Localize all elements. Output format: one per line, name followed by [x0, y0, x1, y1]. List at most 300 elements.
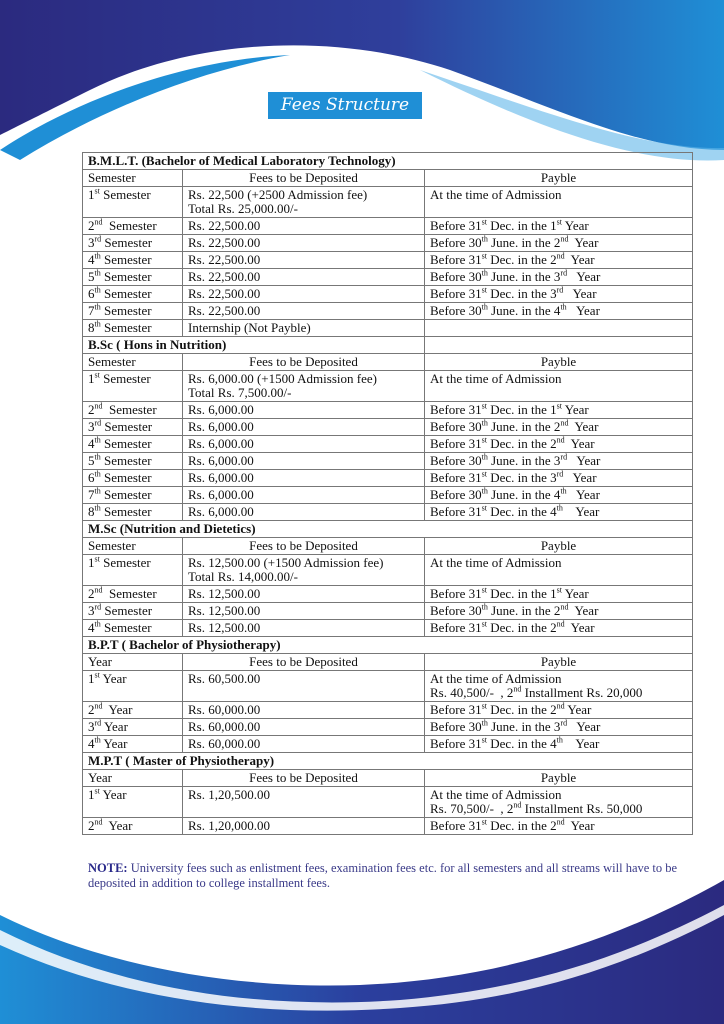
payable-month: June. in the 3 [487, 453, 561, 468]
installment-ordinal: nd [513, 684, 522, 694]
fee-amount: Rs. 6,000.00 [188, 402, 254, 417]
column-header-row [83, 170, 693, 187]
payable-month: Dec. in the 2 [486, 620, 557, 635]
payable-cell [425, 402, 693, 419]
payable-month: Dec. in the 1 [486, 218, 557, 233]
payable-cell [425, 252, 693, 269]
payable-cell [425, 320, 693, 337]
column-header-period: Semester [83, 354, 183, 371]
fee-cell [183, 303, 425, 320]
fee-amount: Internship (Not Payble) [188, 320, 311, 335]
fee-cell [183, 719, 425, 736]
fee-cell [183, 504, 425, 521]
period-number: 2 [88, 702, 95, 717]
payable-date-ordinal: th [481, 418, 488, 428]
payable-date-ordinal: th [481, 718, 488, 728]
period-number: 3 [88, 235, 95, 250]
payable-year: Year [567, 719, 601, 734]
payable-month: Dec. in the 2 [486, 252, 557, 267]
payable-cell [425, 620, 693, 637]
column-header-period: Year [83, 770, 183, 787]
period-cell [83, 436, 183, 453]
column-header-row [83, 538, 693, 555]
period-label: Semester [100, 620, 152, 635]
period-ordinal: th [94, 319, 101, 329]
period-number: 6 [88, 286, 95, 301]
payable-date-ordinal: st [481, 435, 487, 445]
period-ordinal: rd [94, 602, 102, 612]
period-label: Semester [101, 235, 153, 250]
period-cell [83, 320, 183, 337]
payable-year-ordinal: th [560, 486, 567, 496]
payable-date-ordinal: th [481, 268, 488, 278]
fee-amount: Rs. 12,500.00 [188, 586, 261, 601]
fee-cell [183, 419, 425, 436]
period-number: 7 [88, 487, 95, 502]
table-row [83, 320, 693, 337]
fee-amount: Rs. 12,500.00 [188, 603, 261, 618]
fee-cell [183, 371, 425, 402]
period-cell [83, 586, 183, 603]
payable-date-ordinal: st [481, 469, 487, 479]
period-cell [83, 402, 183, 419]
fee-cell [183, 436, 425, 453]
period-ordinal: st [94, 786, 100, 796]
period-label: Semester [100, 504, 152, 519]
section-heading: B.P.T ( Bachelor of Physiotherapy) [83, 637, 693, 654]
payable-cell [425, 671, 693, 702]
payable-year-ordinal: nd [556, 251, 565, 261]
payable-year: Year [564, 620, 595, 635]
table-row [83, 453, 693, 470]
payable-year: Year [568, 603, 599, 618]
section-heading: M.Sc (Nutrition and Dietetics) [83, 521, 693, 538]
period-number: 1 [88, 671, 95, 686]
payable-month: June. in the 4 [487, 487, 561, 502]
payable-date: Before 30 [430, 419, 482, 434]
payable-date: Before 31 [430, 470, 482, 485]
payable-month: Dec. in the 4 [486, 504, 557, 519]
payable-cell [425, 603, 693, 620]
fee-amount: Rs. 1,20,000.00 [188, 818, 270, 833]
column-header-period: Year [83, 654, 183, 671]
payable-cell [425, 453, 693, 470]
payable-date: Before 31 [430, 818, 482, 833]
period-cell [83, 252, 183, 269]
fee-cell [183, 586, 425, 603]
payable-year: Year [566, 487, 600, 502]
fee-cell [183, 620, 425, 637]
column-header-fee: Fees to be Deposited [183, 654, 425, 671]
payable-month: Dec. in the 2 [486, 436, 557, 451]
fees-table-body [83, 153, 693, 835]
installment-first: Rs. 40,500/- , 2 [430, 685, 514, 700]
payable-date-ordinal: st [481, 701, 487, 711]
payable-year-ordinal: nd [560, 602, 569, 612]
section-heading: B.Sc ( Hons in Nutrition) [83, 337, 425, 354]
column-header-row [83, 354, 693, 371]
period-cell [83, 269, 183, 286]
payable-month: Dec. in the 4 [486, 736, 557, 751]
payable-year: Year [567, 453, 601, 468]
payable-year-ordinal: rd [556, 469, 564, 479]
section-heading-row [83, 637, 693, 654]
period-label: Year [99, 787, 127, 802]
fee-amount: Rs. 22,500.00 [188, 218, 261, 233]
table-row [83, 419, 693, 436]
period-cell [83, 719, 183, 736]
period-label: Year [101, 719, 128, 734]
period-cell [83, 702, 183, 719]
period-ordinal: th [94, 619, 101, 629]
fee-amount: Rs. 12,500.00 (+1500 Admission fee) [188, 555, 384, 570]
period-label: Year [100, 736, 128, 751]
period-number: 4 [88, 436, 95, 451]
payable-year-ordinal: th [556, 503, 563, 513]
table-row [83, 736, 693, 753]
payable-date-ordinal: th [481, 486, 488, 496]
payable-month: Dec. in the 2 [486, 818, 557, 833]
period-number: 1 [88, 187, 95, 202]
fee-amount: Rs. 6,000.00 [188, 487, 254, 502]
payable-date-ordinal: st [481, 619, 487, 629]
period-label: Semester [100, 320, 152, 335]
payable-year-ordinal: rd [560, 452, 568, 462]
period-number: 1 [88, 787, 95, 802]
period-number: 3 [88, 419, 95, 434]
table-row [83, 787, 693, 818]
period-number: 5 [88, 269, 95, 284]
period-ordinal: th [94, 251, 101, 261]
fee-amount: Rs. 60,000.00 [188, 702, 261, 717]
payable-date: Before 30 [430, 235, 482, 250]
fee-cell [183, 402, 425, 419]
period-number: 8 [88, 320, 95, 335]
payable-cell [425, 269, 693, 286]
period-label: Year [99, 671, 127, 686]
period-label: Semester [99, 371, 151, 386]
period-label: Year [102, 702, 133, 717]
payable-cell [425, 702, 693, 719]
section-heading-row [83, 153, 693, 170]
table-row [83, 586, 693, 603]
column-header-payable: Payble [425, 538, 693, 555]
period-label: Semester [100, 269, 152, 284]
table-row [83, 303, 693, 320]
period-ordinal: nd [94, 701, 103, 711]
period-label: Semester [99, 555, 151, 570]
period-ordinal: nd [94, 217, 103, 227]
period-number: 2 [88, 586, 95, 601]
payable-year: Year [567, 269, 601, 284]
payable-date: Before 31 [430, 620, 482, 635]
fee-cell [183, 235, 425, 252]
payable-text: At the time of Admission [430, 187, 562, 202]
fee-amount: Rs. 22,500.00 [188, 303, 261, 318]
column-header-fee: Fees to be Deposited [183, 538, 425, 555]
period-ordinal: th [94, 503, 101, 513]
payable-date: Before 31 [430, 436, 482, 451]
table-row [83, 555, 693, 586]
payable-year-ordinal: st [556, 217, 562, 227]
fee-cell [183, 320, 425, 337]
payable-month: June. in the 2 [487, 603, 561, 618]
period-label: Semester [100, 303, 152, 318]
payable-date-ordinal: st [481, 285, 487, 295]
payable-date: Before 30 [430, 453, 482, 468]
payable-date: Before 31 [430, 218, 482, 233]
payable-year: Year [562, 504, 600, 519]
payable-year-ordinal: nd [560, 418, 569, 428]
payable-date-ordinal: st [481, 503, 487, 513]
page-title: Fees Structure [268, 92, 422, 119]
period-label: Semester [100, 487, 152, 502]
fee-amount: Rs. 22,500.00 [188, 286, 261, 301]
fee-amount: Rs. 60,000.00 [188, 736, 261, 751]
period-ordinal: th [94, 285, 101, 295]
period-label: Semester [102, 402, 157, 417]
period-number: 4 [88, 252, 95, 267]
period-number: 4 [88, 620, 95, 635]
payable-year-ordinal: nd [556, 701, 565, 711]
period-label: Semester [100, 252, 152, 267]
table-row [83, 269, 693, 286]
payable-date: Before 30 [430, 303, 482, 318]
section-heading: M.P.T ( Master of Physiotherapy) [83, 753, 693, 770]
payable-year-ordinal: nd [556, 435, 565, 445]
installment-first: Rs. 70,500/- , 2 [430, 801, 514, 816]
period-ordinal: th [94, 268, 101, 278]
empty-cell [425, 337, 693, 354]
period-cell [83, 286, 183, 303]
fee-amount: Rs. 22,500.00 [188, 269, 261, 284]
period-number: 1 [88, 555, 95, 570]
period-ordinal: rd [94, 234, 102, 244]
fee-cell [183, 671, 425, 702]
section-heading-row [83, 753, 693, 770]
payable-year: Year [564, 702, 592, 717]
payable-year-ordinal: nd [556, 817, 565, 827]
period-number: 3 [88, 719, 95, 734]
fee-amount: Rs. 1,20,500.00 [188, 787, 270, 802]
period-label: Semester [102, 218, 157, 233]
payable-year: Year [564, 436, 595, 451]
table-row [83, 286, 693, 303]
payable-cell [425, 470, 693, 487]
period-cell [83, 235, 183, 252]
column-header-fee: Fees to be Deposited [183, 170, 425, 187]
note [88, 861, 688, 891]
payable-month: June. in the 2 [487, 419, 561, 434]
payable-date: Before 31 [430, 402, 482, 417]
column-header-payable: Payble [425, 770, 693, 787]
period-number: 2 [88, 218, 95, 233]
column-header-row [83, 654, 693, 671]
fee-amount: Rs. 60,000.00 [188, 719, 261, 734]
payable-date: Before 31 [430, 702, 482, 717]
period-ordinal: nd [94, 585, 103, 595]
period-cell [83, 787, 183, 818]
payable-year: Year [564, 252, 595, 267]
payable-month: June. in the 3 [487, 719, 561, 734]
payable-year-ordinal: th [560, 302, 567, 312]
payable-date: Before 30 [430, 603, 482, 618]
fee-cell [183, 218, 425, 235]
fee-amount: Rs. 60,500.00 [188, 671, 261, 686]
period-ordinal: th [94, 452, 101, 462]
payable-cell [425, 504, 693, 521]
period-label: Semester [101, 603, 153, 618]
fee-amount: Rs. 22,500 (+2500 Admission fee) [188, 187, 368, 202]
table-row [83, 470, 693, 487]
payable-year-ordinal: st [556, 401, 562, 411]
fee-amount: Rs. 6,000.00 [188, 504, 254, 519]
fee-total: Total Rs. 7,500.00/- [188, 385, 292, 400]
payable-year-ordinal: nd [556, 619, 565, 629]
payable-date: Before 31 [430, 504, 482, 519]
payable-date-ordinal: th [481, 302, 488, 312]
table-row [83, 187, 693, 218]
period-label: Semester [100, 286, 152, 301]
fees-table [82, 152, 693, 835]
period-cell [83, 453, 183, 470]
period-number: 2 [88, 818, 95, 833]
period-ordinal: th [94, 435, 101, 445]
table-row [83, 487, 693, 504]
payable-cell [425, 818, 693, 835]
period-number: 4 [88, 736, 95, 751]
table-row [83, 504, 693, 521]
period-ordinal: rd [94, 418, 102, 428]
payable-cell [425, 235, 693, 252]
period-cell [83, 371, 183, 402]
payable-cell [425, 487, 693, 504]
note-text: University fees such as enlistment fees, examination fees etc. for all semesters and all streams will have to be deposited in addition to college installment fees. [88, 861, 678, 890]
payable-cell [425, 586, 693, 603]
section-heading-row [83, 337, 693, 354]
fee-cell [183, 603, 425, 620]
period-number: 2 [88, 402, 95, 417]
payable-cell [425, 218, 693, 235]
fee-total: Total Rs. 25,000.00/- [188, 201, 298, 216]
payable-year: Year [566, 303, 600, 318]
payable-month: Dec. in the 1 [486, 402, 557, 417]
fee-cell [183, 453, 425, 470]
payable-date: Before 30 [430, 719, 482, 734]
payable-date-ordinal: st [481, 217, 487, 227]
period-cell [83, 470, 183, 487]
payable-year: Year [568, 235, 599, 250]
fee-cell [183, 269, 425, 286]
payable-month: June. in the 2 [487, 235, 561, 250]
period-cell [83, 419, 183, 436]
table-row [83, 603, 693, 620]
period-number: 5 [88, 453, 95, 468]
fee-amount: Rs. 6,000.00 (+1500 Admission fee) [188, 371, 377, 386]
payable-cell [425, 187, 693, 218]
payable-date: Before 31 [430, 736, 482, 751]
installment-second: Installment Rs. 50,000 [521, 801, 643, 816]
payable-month: Dec. in the 1 [486, 586, 557, 601]
period-number: 3 [88, 603, 95, 618]
payable-cell [425, 555, 693, 586]
period-label: Semester [100, 436, 152, 451]
column-header-payable: Payble [425, 170, 693, 187]
table-row [83, 371, 693, 402]
payable-month: Dec. in the 2 [486, 702, 557, 717]
period-ordinal: th [94, 302, 101, 312]
fee-cell [183, 736, 425, 753]
fee-amount: Rs. 6,000.00 [188, 419, 254, 434]
period-number: 7 [88, 303, 95, 318]
section-heading-row [83, 521, 693, 538]
period-label: Semester [102, 586, 157, 601]
fee-cell [183, 187, 425, 218]
period-label: Semester [101, 419, 153, 434]
payable-date-ordinal: st [481, 817, 487, 827]
fee-amount: Rs. 6,000.00 [188, 453, 254, 468]
table-row [83, 719, 693, 736]
period-ordinal: th [94, 469, 101, 479]
table-row [83, 620, 693, 637]
table-row [83, 818, 693, 835]
installment-ordinal: nd [513, 800, 522, 810]
payable-cell [425, 736, 693, 753]
payable-year: Year [568, 419, 599, 434]
period-cell [83, 303, 183, 320]
period-cell [83, 487, 183, 504]
fee-cell [183, 555, 425, 586]
period-ordinal: st [94, 186, 100, 196]
payable-cell [425, 286, 693, 303]
fee-total: Total Rs. 14,000.00/- [188, 569, 298, 584]
fee-cell [183, 702, 425, 719]
payable-date: Before 31 [430, 252, 482, 267]
fee-cell [183, 252, 425, 269]
column-header-row [83, 770, 693, 787]
fee-cell [183, 487, 425, 504]
column-header-period: Semester [83, 538, 183, 555]
payable-cell [425, 303, 693, 320]
period-cell [83, 603, 183, 620]
payable-date-ordinal: st [481, 735, 487, 745]
fee-cell [183, 787, 425, 818]
payable-year: Year [561, 586, 589, 601]
payable-month: Dec. in the 3 [486, 470, 557, 485]
period-cell [83, 671, 183, 702]
payable-cell [425, 371, 693, 402]
installment-second: Installment Rs. 20,000 [521, 685, 643, 700]
column-header-payable: Payble [425, 354, 693, 371]
payable-month: June. in the 4 [487, 303, 561, 318]
period-cell [83, 504, 183, 521]
payable-date-ordinal: st [481, 401, 487, 411]
payable-year-ordinal: rd [560, 718, 568, 728]
payable-text: At the time of Admission [430, 787, 562, 802]
period-cell [83, 818, 183, 835]
column-header-period: Semester [83, 170, 183, 187]
period-label: Semester [100, 453, 152, 468]
column-header-payable: Payble [425, 654, 693, 671]
payable-cell [425, 787, 693, 818]
payable-year-ordinal: st [556, 585, 562, 595]
fee-cell [183, 818, 425, 835]
payable-month: Dec. in the 3 [486, 286, 557, 301]
period-ordinal: st [94, 670, 100, 680]
period-ordinal: rd [94, 718, 102, 728]
period-ordinal: th [94, 486, 101, 496]
table-row [83, 702, 693, 719]
